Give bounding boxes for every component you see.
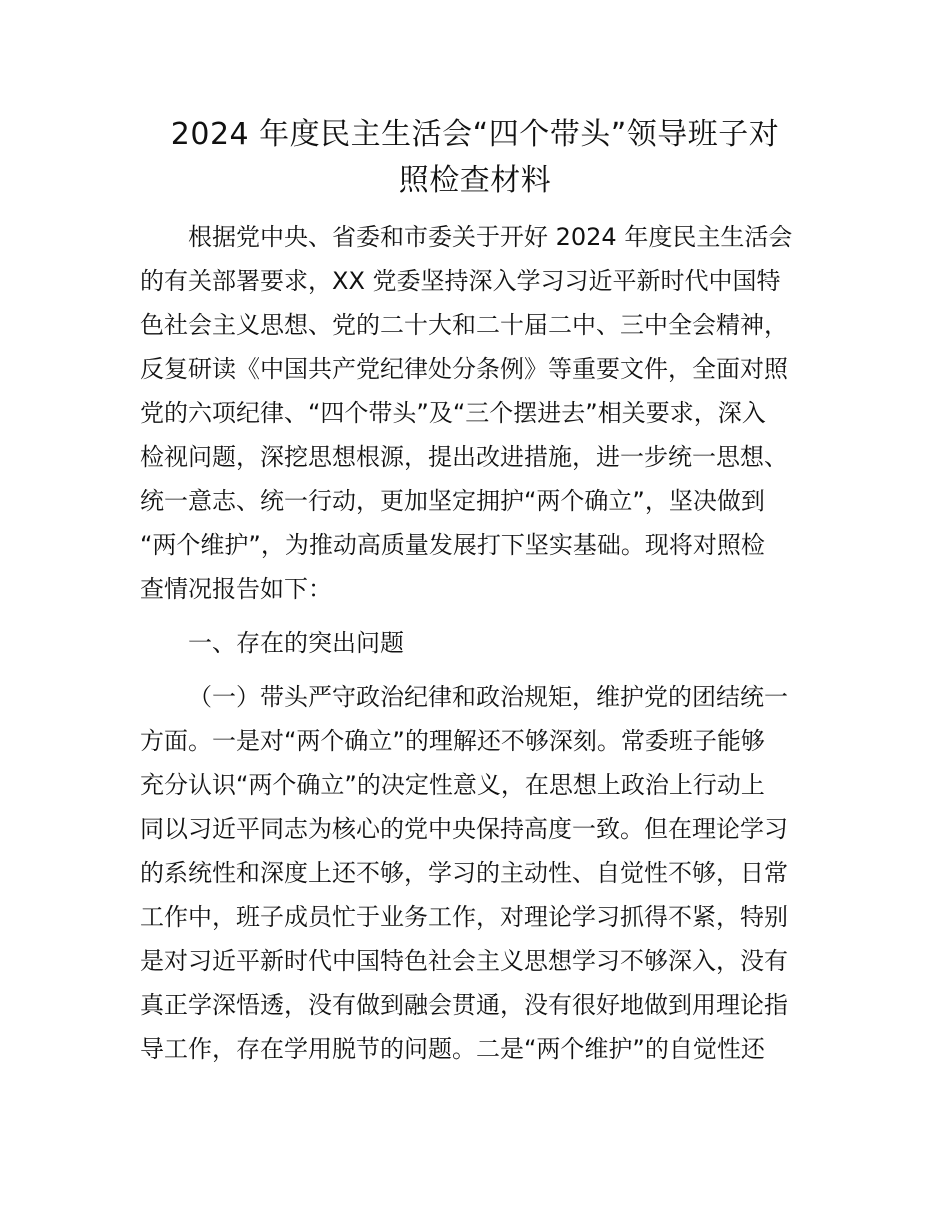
section-heading-block — [140, 621, 812, 665]
paragraph-line: 方面。一是对“两个确立”的理解还不够深刻。常委班子能够 — [140, 727, 765, 755]
paragraph-line: 充分认识“两个确立”的决定性意义，在思想上政治上行动上 — [140, 771, 765, 799]
paragraph-line: 导工作，存在学用脱节的问题。二是“两个维护”的自觉性还 — [140, 1035, 765, 1063]
paragraph-line: 真正学深悟透，没有做到融会贯通，没有很好地做到用理论指 — [140, 991, 788, 1019]
paragraph-line: “两个维护”，为推动高质量发展打下坚实基础。现将对照检 — [140, 531, 765, 559]
paragraph-line: 的系统性和深度上还不够，学习的主动性、自觉性不够，日常 — [140, 859, 788, 887]
paragraph-line: （一）带头严守政治纪律和政治规矩，维护党的团结统一 — [188, 683, 788, 711]
paragraph-line: 根据党中央、省委和市委关于开好 2024 年度民主生活会 — [188, 223, 793, 251]
paragraph-line: 检视问题，深挖思想根源，提出改进措施，进一步统一思想、 — [140, 443, 788, 471]
paragraph-line: 色社会主义思想、党的二十大和二十届二中、三中全会精神， — [140, 311, 788, 339]
document-title — [140, 112, 810, 204]
paragraph-line: 是对习近平新时代中国特色社会主义思想学习不够深入，没有 — [140, 947, 788, 975]
intro-paragraph — [140, 215, 812, 611]
title-line: 2024 年度民主生活会“四个带头”领导班子对 — [170, 117, 780, 152]
section-one-paragraph — [140, 675, 812, 1071]
paragraph-line: 的有关部署要求，XX 党委坚持深入学习习近平新时代中国特 — [140, 267, 781, 295]
title-line: 照检查材料 — [398, 163, 552, 198]
paragraph-line: 查情况报告如下： — [140, 575, 332, 603]
paragraph-line: 工作中，班子成员忙于业务工作，对理论学习抓得不紧，特别 — [140, 903, 788, 931]
paragraph-line: 反复研读《中国共产党纪律处分条例》等重要文件，全面对照 — [140, 355, 788, 383]
paragraph-line: 统一意志、统一行动，更加坚定拥护“两个确立”，坚决做到 — [140, 487, 765, 515]
section-heading: 一、存在的突出问题 — [188, 629, 404, 657]
paragraph-line: 同以习近平同志为核心的党中央保持高度一致。但在理论学习 — [140, 815, 788, 843]
paragraph-line: 党的六项纪律、“四个带头”及“三个摆进去”相关要求，深入 — [140, 399, 766, 427]
document-body — [140, 215, 812, 1071]
